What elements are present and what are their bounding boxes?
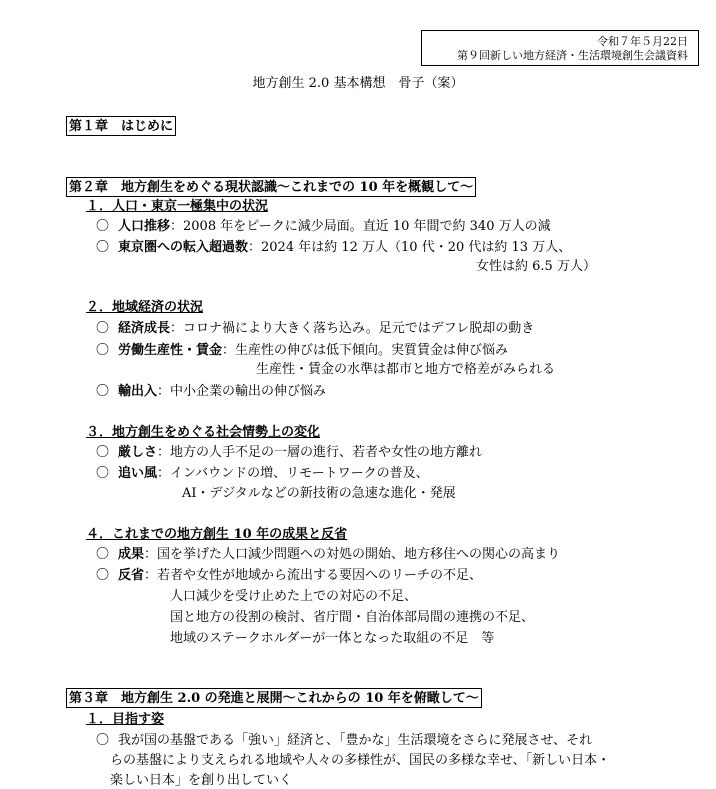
list-item xyxy=(96,321,534,337)
item-continuation: 国と地方の役割の検討、省庁間・自治体部局間の連携の不足、 xyxy=(170,610,535,625)
item-continuation: らの基盤により支えられる地域や人々の多様性が、国民の多様な幸せ、「新しい日本・ xyxy=(110,753,611,768)
item-continuation: 楽しい日本」を創り出していく xyxy=(110,773,293,788)
item-text: ：インバウンドの増、リモートワークの普及、 xyxy=(157,466,429,481)
item-text: ：地方の人手不足の一層の進行、若者や女性の地方離れ xyxy=(157,445,483,460)
list-item xyxy=(96,466,429,482)
item-text: ：国を挙げた人口減少問題への対処の開始、地方移住への関心の高まり xyxy=(144,547,561,562)
list-item xyxy=(96,445,482,461)
chapter-1-title: 第１章 はじめに xyxy=(66,116,176,136)
item-text: ：生産性の伸びは低下傾向。実質賃金は伸び悩み xyxy=(222,343,509,358)
bullet: 〇 xyxy=(96,384,110,399)
meeting-name: 第９回新しい地方経済・生活環境創生会議資料 xyxy=(457,49,688,62)
item-text: ：2008 年をピークに減少局面。直近 10 年間で約 340 万人の減 xyxy=(170,219,551,234)
bullet: 〇 xyxy=(96,445,110,460)
item-continuation: 生産性・賃金の水準は都市と地方で格差がみられる xyxy=(256,362,556,377)
item-label: 厳しさ xyxy=(118,445,158,460)
list-item xyxy=(96,240,571,256)
bullet: 〇 xyxy=(96,343,110,358)
item-label: 追い風 xyxy=(118,466,158,481)
item-label: 反省 xyxy=(118,568,145,583)
chapter-3-title: 第３章 地方創生 2.0 の発進と展開～これからの 10 年を俯瞰して～ xyxy=(66,688,482,708)
item-text: ：2024 年は約 12 万人（10 代・20 代は約 13 万人、 xyxy=(248,240,572,255)
section-2-3-heading: ３．地方創生をめぐる社会情勢上の変化 xyxy=(86,425,321,440)
bullet: 〇 xyxy=(96,240,110,255)
document-date: 令和７年５月22日 xyxy=(597,35,688,48)
bullet: 〇 xyxy=(96,568,110,583)
list-item xyxy=(96,733,592,749)
bullet: 〇 xyxy=(96,321,110,336)
meeting-info-box xyxy=(421,30,699,66)
item-label: 東京圏への転入超過数 xyxy=(118,240,249,255)
section-2-1-heading: １．人口・東京一極集中の状況 xyxy=(86,199,269,214)
section-3-1-heading: １．目指す姿 xyxy=(86,712,165,727)
bullet: 〇 xyxy=(96,733,110,748)
item-text: 我が国の基盤である「強い」経済と、「豊かな」生活環境をさらに発展させ、それ xyxy=(118,733,593,748)
section-2-2-heading: ２．地域経済の状況 xyxy=(86,300,204,315)
item-continuation: AI・デジタルなどの新技術の急速な進化・発展 xyxy=(182,486,456,501)
list-item xyxy=(96,384,326,400)
item-continuation: 地域のステークホルダーが一体となった取組の不足 等 xyxy=(170,631,495,646)
item-label: 輸出入 xyxy=(118,384,158,399)
bullet: 〇 xyxy=(96,219,110,234)
item-label: 経済成長 xyxy=(118,321,171,336)
item-label: 人口推移 xyxy=(118,219,171,234)
chapter-2-title: 第２章 地方創生をめぐる現状認識～これまでの 10 年を概観して～ xyxy=(66,177,476,197)
list-item xyxy=(96,343,508,359)
item-continuation: 女性は約 6.5 万人） xyxy=(476,259,596,274)
list-item xyxy=(96,568,482,584)
item-text: ：コロナ禍により大きく落ち込み。足元ではデフレ脱却の動き xyxy=(170,321,535,336)
item-label: 労働生産性・賃金 xyxy=(118,343,223,358)
section-2-4-heading: ４．これまでの地方創生 10 年の成果と反省 xyxy=(86,527,348,542)
bullet: 〇 xyxy=(96,466,110,481)
bullet: 〇 xyxy=(96,547,110,562)
list-item xyxy=(96,219,551,235)
item-label: 成果 xyxy=(118,547,145,562)
item-text: ：中小企業の輸出の伸び悩み xyxy=(157,384,327,399)
document-title: 地方創生 2.0 基本構想 骨子（案） xyxy=(252,76,464,91)
item-text: ：若者や女性が地域から流出する要因へのリーチの不足、 xyxy=(144,568,483,583)
list-item xyxy=(96,547,560,563)
item-continuation: 人口減少を受け止めた上での対応の不足、 xyxy=(170,589,418,604)
